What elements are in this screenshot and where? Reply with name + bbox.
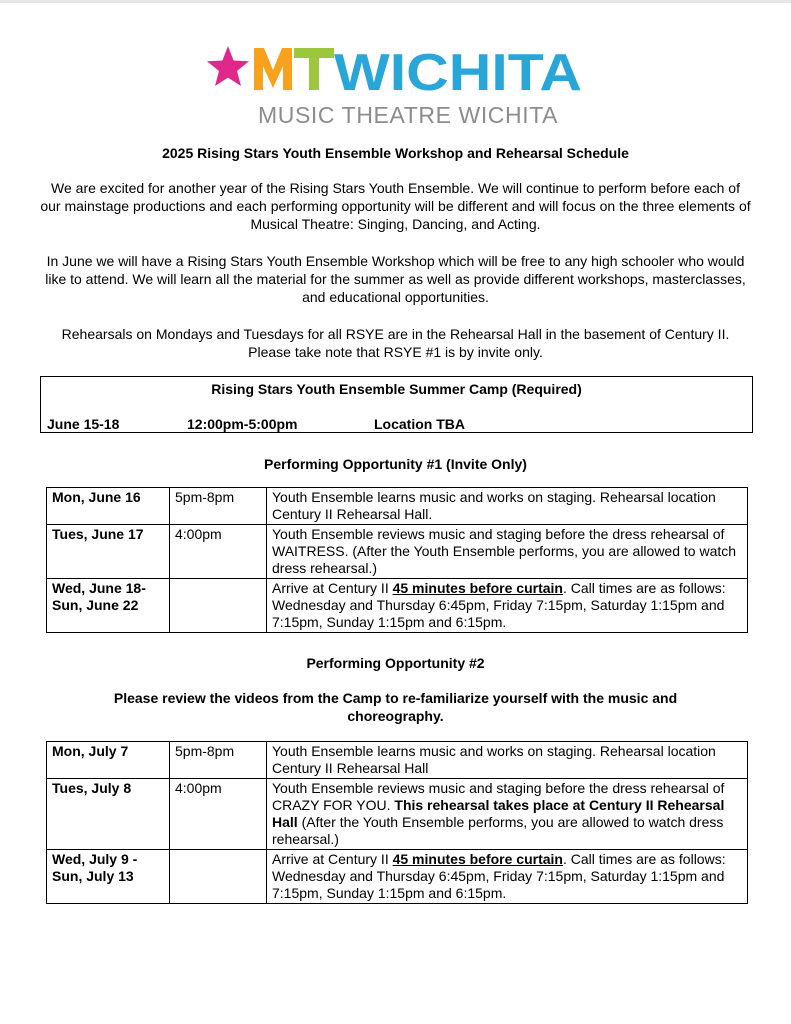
row-description-emphasis: This rehearsal takes place at Century II Rehearsal Hall bbox=[272, 797, 725, 830]
row-date-end: Sun, June 22 bbox=[52, 597, 139, 613]
table-row bbox=[47, 579, 748, 633]
summer-camp-location: Location TBA bbox=[374, 416, 465, 432]
document-title: 2025 Rising Stars Youth Ensemble Workshop and Rehearsal Schedule bbox=[162, 145, 629, 161]
workshop-paragraph: In June we will have a Rising Stars Youth Ensemble Workshop which will be free to any high schooler who would like to attend. We will learn all the material for the summer as well as provide different workshops, masterclasses, and educational opportunities. bbox=[45, 253, 746, 305]
opportunity-2-table bbox=[46, 741, 748, 904]
row-description: Youth Ensemble learns music and works on staging. Rehearsal location Century II Rehearsal Hall bbox=[267, 742, 748, 779]
row-description: Youth Ensemble reviews music and staging before the dress rehearsal of WAITRESS. (After the Youth Ensemble performs, you are allowed to watch dress rehearsal.) bbox=[267, 525, 748, 579]
row-date-start: Wed, July 9 - bbox=[52, 851, 138, 867]
row-date bbox=[47, 579, 170, 633]
row-time bbox=[170, 579, 267, 633]
row-time: 5pm-8pm bbox=[170, 742, 267, 779]
row-description-start: Arrive at Century II bbox=[272, 580, 393, 596]
table-row bbox=[47, 742, 748, 779]
opportunity-2-title: Performing Opportunity #2 bbox=[306, 655, 485, 671]
page-top-border bbox=[0, 0, 791, 3]
mtw-logo bbox=[206, 40, 586, 130]
row-date: Mon, July 7 bbox=[47, 742, 170, 779]
row-date: Tues, June 17 bbox=[47, 525, 170, 579]
table-row bbox=[47, 525, 748, 579]
row-description-start: Arrive at Century II bbox=[272, 851, 393, 867]
rehearsal-paragraph: Rehearsals on Mondays and Tuesdays for all RSYE are in the Rehearsal Hall in the basement of Century II. Please take note that RSYE #1 is by invite only. bbox=[61, 326, 730, 360]
row-date: Mon, June 16 bbox=[47, 488, 170, 525]
star-icon bbox=[207, 46, 249, 86]
row-date: Tues, July 8 bbox=[47, 779, 170, 850]
opportunity-1-title: Performing Opportunity #1 (Invite Only) bbox=[264, 456, 527, 472]
row-description-emphasis: 45 minutes before curtain bbox=[392, 580, 563, 596]
summer-camp-dates: June 15-18 bbox=[47, 416, 120, 432]
row-description bbox=[267, 579, 748, 633]
summer-camp-box bbox=[40, 376, 753, 433]
table-row bbox=[47, 850, 748, 904]
row-time: 4:00pm bbox=[170, 525, 267, 579]
row-description-start: Youth Ensemble reviews music and staging before the dress rehearsal of CRAZY FOR YOU. bbox=[272, 780, 725, 813]
summer-camp-time: 12:00pm-5:00pm bbox=[187, 416, 298, 432]
row-description-end: (After the Youth Ensemble performs, you are allowed to watch dress rehearsal.) bbox=[272, 814, 724, 847]
row-time: 5pm-8pm bbox=[170, 488, 267, 525]
row-date bbox=[47, 850, 170, 904]
mtw-logo-mark bbox=[206, 40, 586, 98]
row-time: 4:00pm bbox=[170, 779, 267, 850]
logo-t-letter bbox=[294, 48, 334, 90]
row-date-start: Wed, June 18- bbox=[52, 580, 146, 596]
row-date-end: Sun, July 13 bbox=[52, 868, 134, 884]
row-time bbox=[170, 850, 267, 904]
logo-wordmark: WICHITA bbox=[334, 44, 582, 98]
table-row bbox=[47, 779, 748, 850]
row-description-end: . Call times are as follows: Wednesday and Thursday 6:45pm, Friday 7:15pm, Saturday 1:15pm and 7:15pm, Sunday 1:15pm and 6:15pm. bbox=[272, 851, 726, 901]
logo-subtitle: MUSIC THEATRE WICHITA bbox=[258, 102, 559, 128]
row-description: Youth Ensemble learns music and works on staging. Rehearsal location Century II Rehearsal Hall. bbox=[267, 488, 748, 525]
row-description-end: . Call times are as follows: Wednesday and Thursday 6:45pm, Friday 7:15pm, Saturday 1:15pm and 7:15pm, Sunday 1:15pm and 6:15pm. bbox=[272, 580, 726, 630]
intro-paragraph: We are excited for another year of the Rising Stars Youth Ensemble. We will continue to perform before each of our mainstage productions and each performing opportunity will be different and will focus on the three elements of Musical Theatre: Singing, Dancing, and Acting. bbox=[40, 180, 751, 232]
logo-m-letter bbox=[254, 48, 292, 90]
opportunity-2-note: Please review the videos from the Camp to re-familiarize yourself with the music and choreography. bbox=[113, 690, 678, 724]
summer-camp-title: Rising Stars Youth Ensemble Summer Camp (Required) bbox=[211, 381, 582, 397]
table-row bbox=[47, 488, 748, 525]
row-description-emphasis: 45 minutes before curtain bbox=[392, 851, 563, 867]
row-description bbox=[267, 779, 748, 850]
row-description bbox=[267, 850, 748, 904]
opportunity-1-table bbox=[46, 487, 748, 633]
